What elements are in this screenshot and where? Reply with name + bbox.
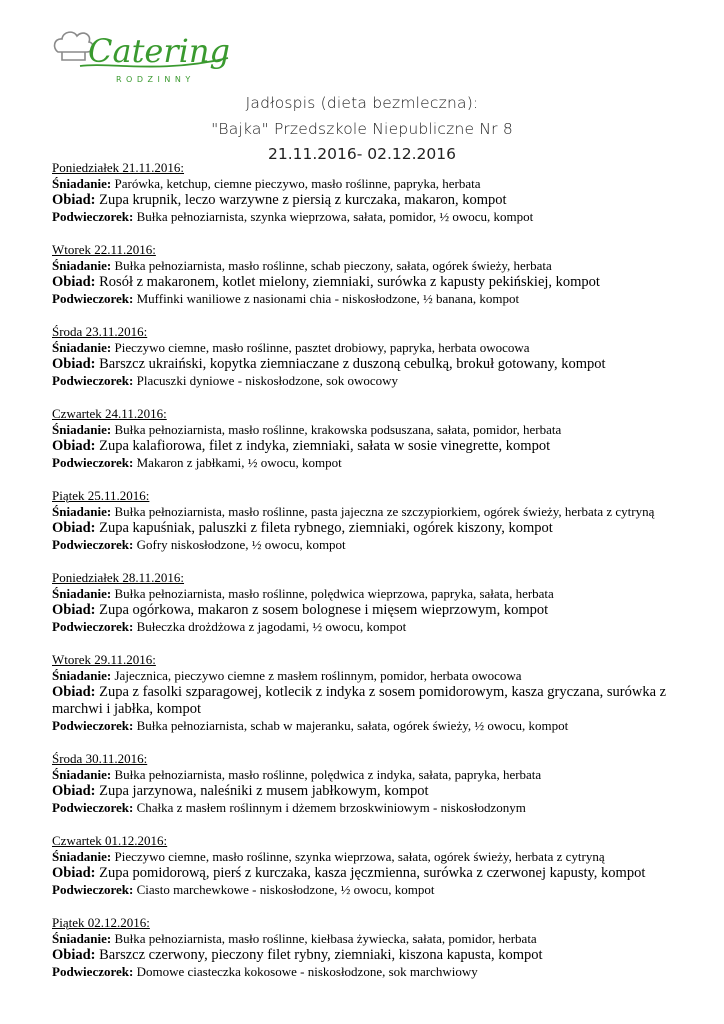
lunch-text: Zupa ogórkowa, makaron z sosem bolognese i mięsem wieprzowym, kompot xyxy=(99,602,549,618)
lunch-text: Zupa kapuśniak, paluszki z fileta rybnego, ziemniaki, ogórek kiszony, kompot xyxy=(99,520,553,536)
snack-text: Gofry niskosłodzone, ½ owocu, kompot xyxy=(136,537,346,552)
document-subtitle: "Bajka" Przedszkole Niepubliczne Nr 8 xyxy=(211,120,513,138)
day-title: Czwartek 01.12.2016: xyxy=(52,833,168,848)
day-block xyxy=(52,751,702,816)
lunch-line xyxy=(52,520,702,537)
breakfast-text: Bułka pełnoziarnista, masło roślinne, kiełbasa żywiecka, sałata, pomidor, herbata xyxy=(114,931,537,946)
breakfast-line xyxy=(52,258,702,274)
breakfast-line xyxy=(52,931,702,947)
lunch-text: Zupa krupnik, leczo warzywne z piersią z kurczaka, makaron, kompot xyxy=(99,192,507,208)
day-block xyxy=(52,406,702,471)
snack-label: Podwieczorek: xyxy=(52,455,134,470)
breakfast-text: Pieczywo ciemne, masło roślinne, pasztet drobiowy, papryka, herbata owocowa xyxy=(114,340,530,355)
lunch-label: Obiad: xyxy=(52,274,96,290)
breakfast-text: Bułka pełnoziarnista, masło roślinne, polędwica wieprzowa, papryka, sałata, herbata xyxy=(114,586,554,601)
day-title: Środa 23.11.2016: xyxy=(52,324,148,339)
chef-hat-band xyxy=(62,52,85,60)
day-title: Czwartek 24.11.2016: xyxy=(52,406,167,421)
date-range: 21.11.2016- 02.12.2016 xyxy=(267,145,456,163)
snack-line xyxy=(52,718,702,734)
day-title: Poniedziałek 21.11.2016: xyxy=(52,160,185,175)
snack-label: Podwieczorek: xyxy=(52,882,134,897)
snack-line xyxy=(52,209,702,225)
catering-logo xyxy=(50,22,240,94)
breakfast-line xyxy=(52,767,702,783)
snack-label: Podwieczorek: xyxy=(52,619,134,634)
breakfast-line xyxy=(52,668,702,684)
day-block xyxy=(52,160,702,225)
snack-text: Bułeczka drożdżowa z jagodami, ½ owocu, kompot xyxy=(136,619,407,634)
day-title: Piątek 25.11.2016: xyxy=(52,488,150,503)
snack-text: Bułka pełnoziarnista, szynka wieprzowa, sałata, pomidor, ½ owocu, kompot xyxy=(136,209,534,224)
breakfast-label: Śniadanie: xyxy=(52,668,112,683)
breakfast-label: Śniadanie: xyxy=(52,422,112,437)
snack-line xyxy=(52,619,702,635)
snack-label: Podwieczorek: xyxy=(52,718,134,733)
day-block xyxy=(52,324,702,389)
lunch-text: Zupa jarzynowa, naleśniki z musem jabłkowym, kompot xyxy=(99,783,429,799)
breakfast-text: Parówka, ketchup, ciemne pieczywo, masło roślinne, papryka, herbata xyxy=(114,176,481,191)
breakfast-label: Śniadanie: xyxy=(52,586,112,601)
lunch-label: Obiad: xyxy=(52,192,96,208)
snack-label: Podwieczorek: xyxy=(52,964,134,979)
lunch-line xyxy=(52,192,702,209)
breakfast-label: Śniadanie: xyxy=(52,340,112,355)
snack-label: Podwieczorek: xyxy=(52,800,134,815)
lunch-line xyxy=(52,438,702,455)
snack-text: Muffinki waniliowe z nasionami chia - niskosłodzone, ½ banana, kompot xyxy=(136,291,520,306)
breakfast-text: Bułka pełnoziarnista, masło roślinne, polędwica z indyka, sałata, papryka, herbata xyxy=(114,767,542,782)
logo-sub-text: RODZINNY xyxy=(116,75,195,84)
day-title: Wtorek 29.11.2016: xyxy=(52,652,156,667)
lunch-label: Obiad: xyxy=(52,602,96,618)
day-title: Wtorek 22.11.2016: xyxy=(52,242,156,257)
breakfast-label: Śniadanie: xyxy=(52,176,112,191)
lunch-text: Rosół z makaronem, kotlet mielony, ziemniaki, surówka z kapusty pekińskiej, kompot xyxy=(99,274,600,290)
snack-line xyxy=(52,291,702,307)
lunch-text: Zupa kalafiorowa, filet z indyka, ziemniaki, sałata w sosie vinegrette, kompot xyxy=(99,438,551,454)
breakfast-text: Pieczywo ciemne, masło roślinne, szynka wieprzowa, sałata, ogórek świeży, herbata z cytryną xyxy=(114,849,605,864)
document-title: Jadłospis (dieta bezmleczna): xyxy=(245,94,479,112)
day-block xyxy=(52,242,702,307)
lunch-label: Obiad: xyxy=(52,865,96,881)
lunch-line xyxy=(52,865,702,882)
catering-logo-graphic xyxy=(50,22,240,94)
lunch-line xyxy=(52,274,702,291)
day-block xyxy=(52,488,702,553)
snack-text: Bułka pełnoziarnista, schab w majeranku, sałata, ogórek świeży, ½ owocu, kompot xyxy=(136,718,569,733)
lunch-label: Obiad: xyxy=(52,438,96,454)
logo-main-text: Catering xyxy=(88,32,230,70)
snack-line xyxy=(52,537,702,553)
document-header xyxy=(0,90,724,167)
snack-line xyxy=(52,964,702,980)
day-block xyxy=(52,833,702,898)
lunch-line xyxy=(52,602,702,619)
snack-text: Chałka z masłem roślinnym i dżemem brzoskwiniowym - niskosłodzonym xyxy=(136,800,526,815)
breakfast-line xyxy=(52,586,702,602)
breakfast-line xyxy=(52,504,702,520)
breakfast-label: Śniadanie: xyxy=(52,931,112,946)
breakfast-label: Śniadanie: xyxy=(52,504,112,519)
day-block xyxy=(52,652,702,734)
snack-text: Domowe ciasteczka kokosowe - niskosłodzone, sok marchwiowy xyxy=(136,964,478,979)
snack-text: Placuszki dyniowe - niskosłodzone, sok owocowy xyxy=(136,373,399,388)
lunch-label: Obiad: xyxy=(52,947,96,963)
breakfast-line xyxy=(52,422,702,438)
lunch-line xyxy=(52,684,702,718)
breakfast-line xyxy=(52,176,702,192)
snack-label: Podwieczorek: xyxy=(52,291,134,306)
day-title: Środa 30.11.2016: xyxy=(52,751,148,766)
day-block xyxy=(52,915,702,980)
lunch-line xyxy=(52,947,702,964)
snack-text: Ciasto marchewkowe - niskosłodzone, ½ owocu, kompot xyxy=(136,882,435,897)
lunch-text: Barszcz ukraiński, kopytka ziemniaczane z duszoną cebulką, brokuł gotowany, kompot xyxy=(99,356,606,372)
lunch-line xyxy=(52,783,702,800)
snack-label: Podwieczorek: xyxy=(52,537,134,552)
snack-label: Podwieczorek: xyxy=(52,373,134,388)
snack-line xyxy=(52,455,702,471)
lunch-text: Barszcz czerwony, pieczony filet rybny, ziemniaki, kiszona kapusta, kompot xyxy=(99,947,543,963)
snack-line xyxy=(52,882,702,898)
breakfast-text: Bułka pełnoziarnista, masło roślinne, schab pieczony, sałata, ogórek świeży, herbata xyxy=(114,258,552,273)
lunch-text: Zupa z fasolki szparagowej, kotlecik z indyka z sosem pomidorowym, kasza gryczana, surówka z marchwi i jabłka, kompot xyxy=(52,684,667,717)
breakfast-text: Jajecznica, pieczywo ciemne z masłem roślinnym, pomidor, herbata owocowa xyxy=(114,668,522,683)
snack-line xyxy=(52,373,702,389)
breakfast-label: Śniadanie: xyxy=(52,849,112,864)
breakfast-text: Bułka pełnoziarnista, masło roślinne, pasta jajeczna ze szczypiorkiem, ogórek świeży, herbata z cytryną xyxy=(114,504,655,519)
menu-list xyxy=(52,160,702,997)
lunch-label: Obiad: xyxy=(52,356,96,372)
snack-line xyxy=(52,800,702,816)
lunch-label: Obiad: xyxy=(52,520,96,536)
lunch-label: Obiad: xyxy=(52,684,96,700)
breakfast-text: Bułka pełnoziarnista, masło roślinne, krakowska podsuszana, sałata, pomidor, herbata xyxy=(114,422,562,437)
snack-text: Makaron z jabłkami, ½ owocu, kompot xyxy=(136,455,342,470)
breakfast-label: Śniadanie: xyxy=(52,767,112,782)
breakfast-line xyxy=(52,340,702,356)
lunch-text: Zupa pomidorową, pierś z kurczaka, kasza jęczmienna, surówka z czerwonej kapusty, kompot xyxy=(99,865,646,881)
day-title: Piątek 02.12.2016: xyxy=(52,915,150,930)
breakfast-line xyxy=(52,849,702,865)
day-block xyxy=(52,570,702,635)
breakfast-label: Śniadanie: xyxy=(52,258,112,273)
lunch-label: Obiad: xyxy=(52,783,96,799)
lunch-line xyxy=(52,356,702,373)
day-title: Poniedziałek 28.11.2016: xyxy=(52,570,185,585)
snack-label: Podwieczorek: xyxy=(52,209,134,224)
